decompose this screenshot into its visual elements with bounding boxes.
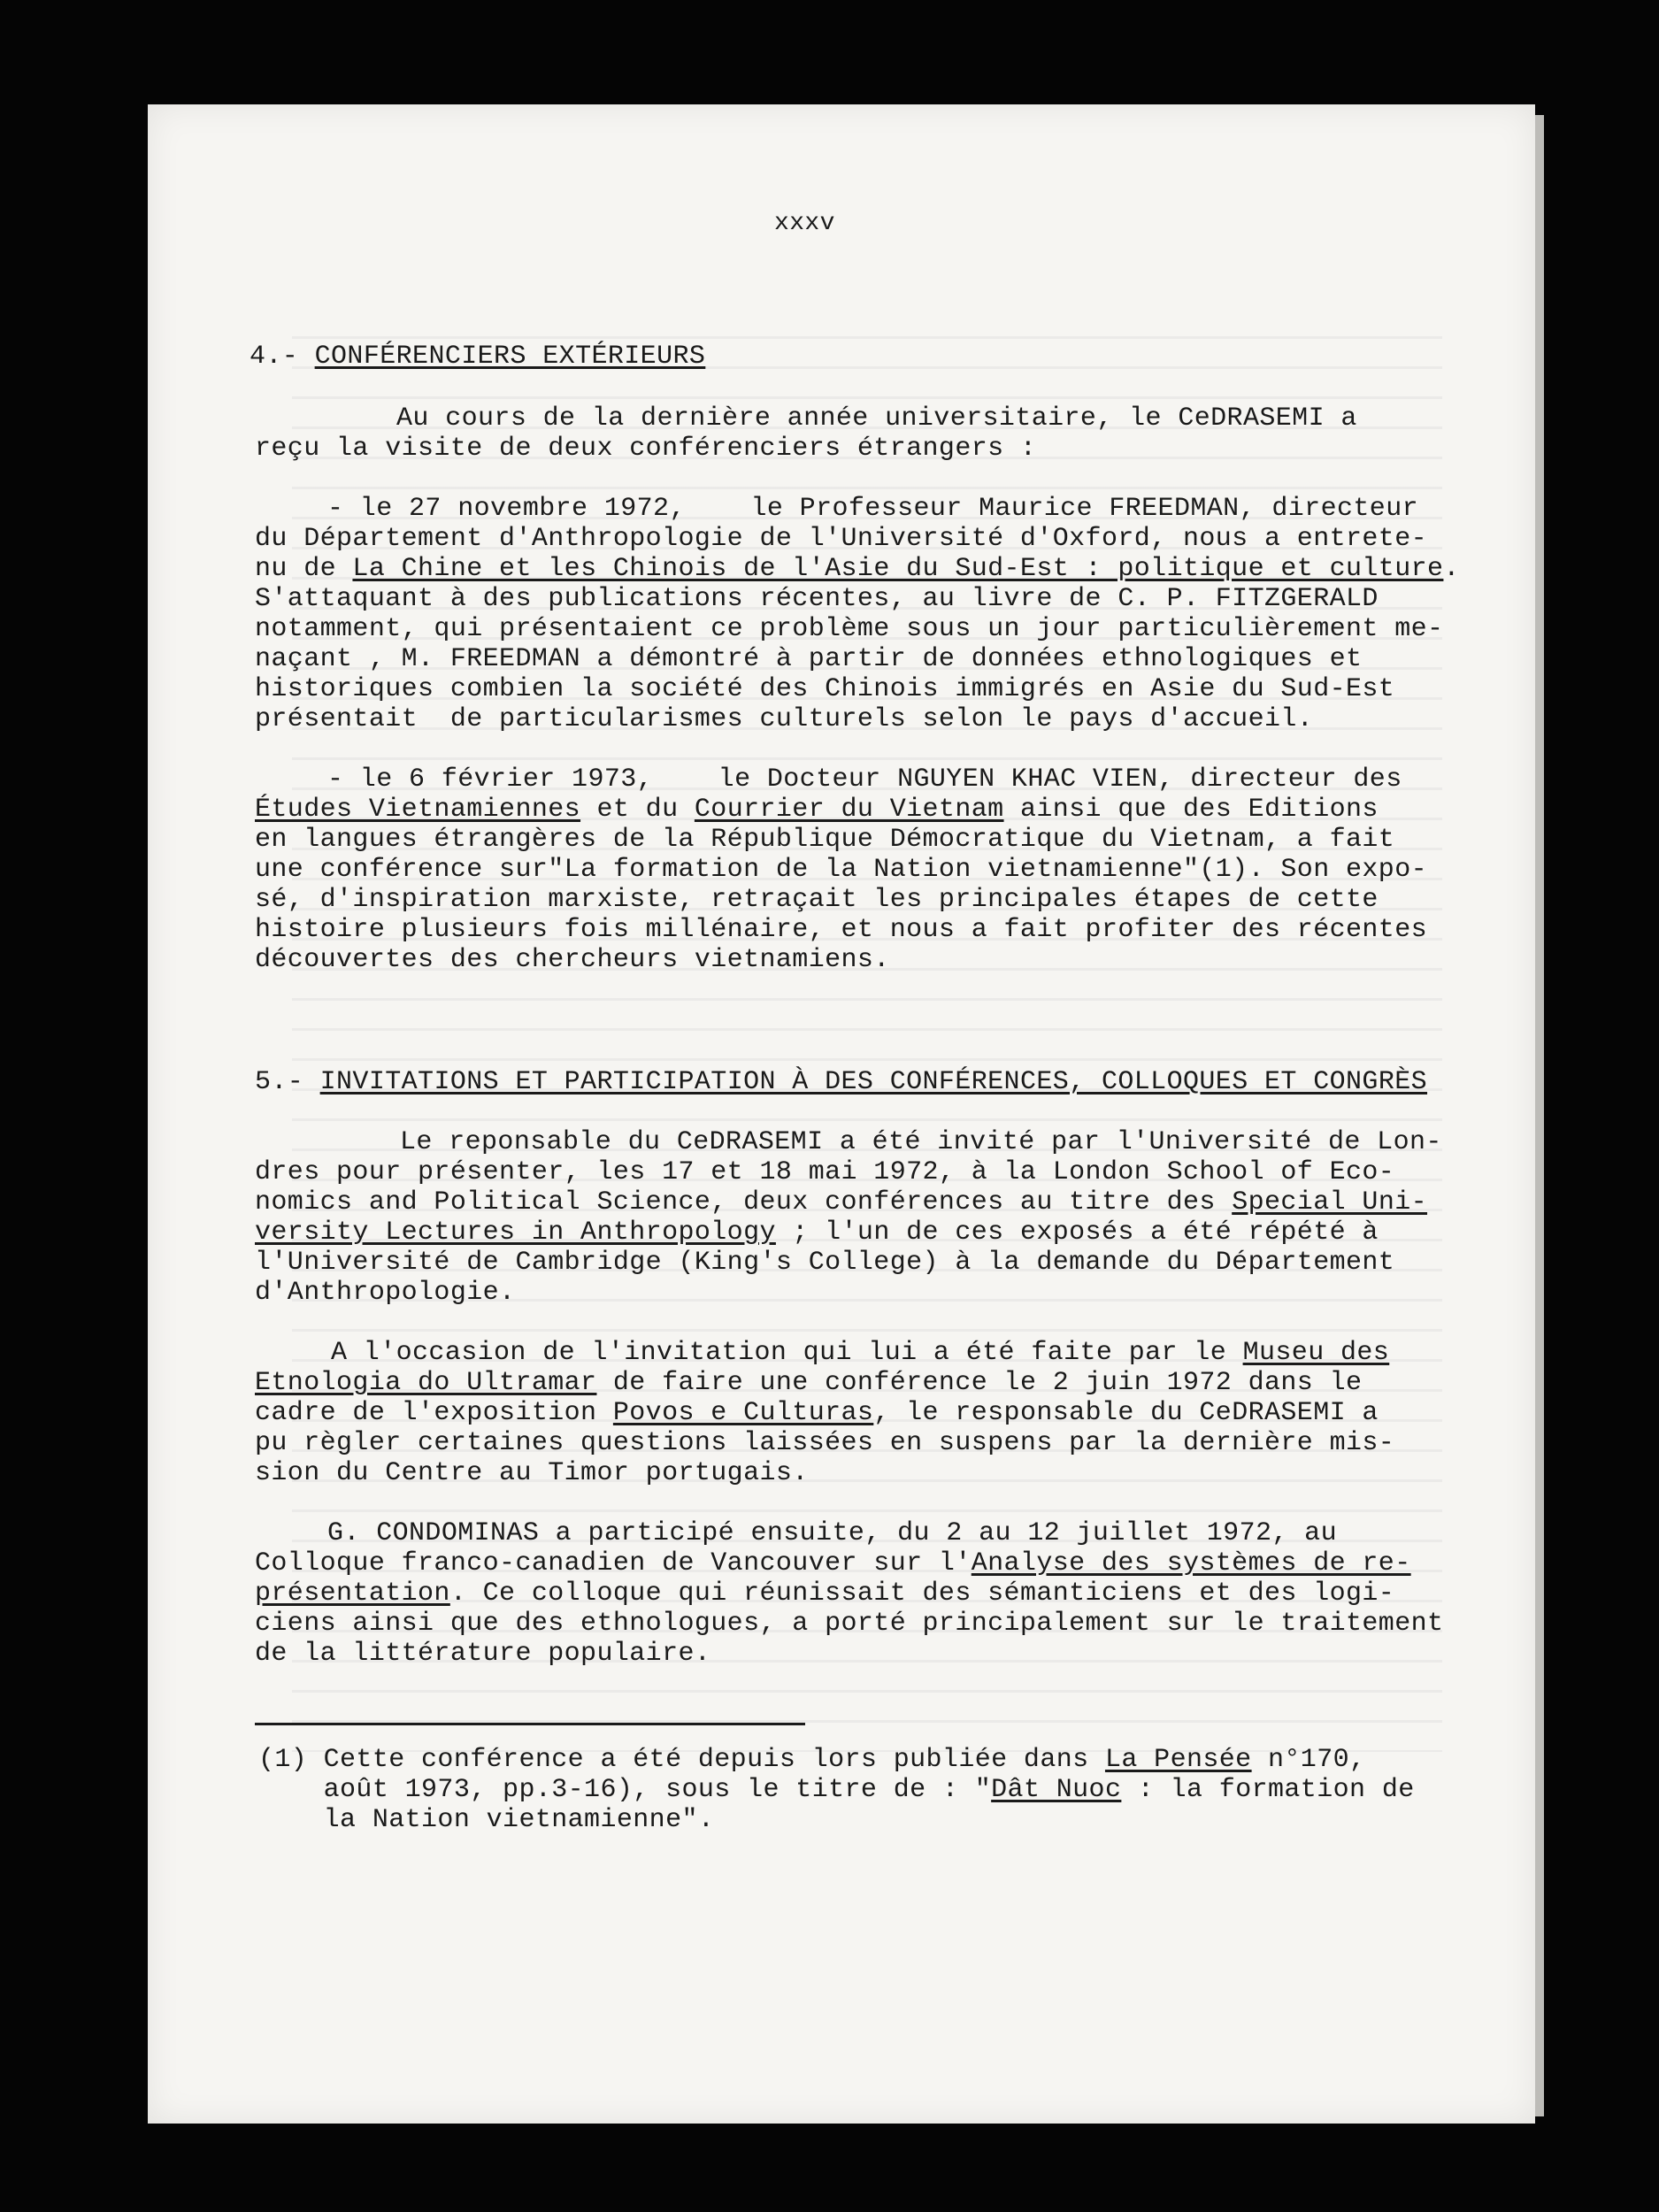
p2-line-2-suffix: ainsi que des Editions [1003,795,1379,825]
footnote-line-1-suffix: n°170, [1251,1745,1366,1775]
section-5-heading [255,1067,1427,1097]
footnote-line-2-suffix: : la formation de [1121,1775,1415,1805]
footnote-line-3: la Nation vietnamienne". [258,1805,715,1835]
section-5-number: 5.- [255,1067,320,1097]
p1-line-3-prefix: nu de [255,554,353,584]
section-5-p1-line-3 [255,1187,1427,1217]
special-university-lectures-part-2: versity Lectures in Anthropology [255,1217,776,1248]
s5-p3-line-2-prefix: Colloque franco-canadien de Vancouver sur l' [255,1548,972,1578]
section-5-p3-line-3 [255,1578,1394,1609]
s5-p2-line-1-prefix: A l'occasion de l'invitation qui lui a été faite par le [331,1338,1243,1368]
section-4-p1-line-1: - le 27 novembre 1972, le Professeur Maurice FREEDMAN, directeur [327,494,1418,524]
dat-nuoc: Dât Nuoc [991,1775,1122,1805]
section-5-p2-line-4: pu règler certaines questions laissées en suspens par la dernière mis- [255,1428,1395,1458]
section-4-intro-line-2: reçu la visite de deux conférenciers étrangers : [255,434,1037,464]
section-5-p1-line-6: d'Anthropologie. [255,1278,516,1308]
museu-des-part-1: Museu des [1242,1338,1390,1368]
s5-p1-line-4-suffix: ; l'un de ces exposés a été répété à [775,1217,1379,1248]
section-4-p1-line-7: historiques combien la société des Chinois immigrés en Asie du Sud-Est [255,674,1395,704]
freedman-lecture-title: La Chine et les Chinois de l'Asie du Sud-Est : politique et culture [352,554,1444,584]
s5-p2-line-2-suffix: de faire une conférence le 2 juin 1972 dans le [596,1368,1363,1398]
section-5-p2-line-5: sion du Centre au Timor portugais. [255,1458,809,1488]
footnote-line-1-prefix: (1) Cette conférence a été depuis lors publiée dans [258,1745,1105,1775]
section-5-p1-line-2: dres pour présenter, les 17 et 18 mai 1972, à la London School of Eco- [255,1157,1395,1187]
section-4-number: 4.- [250,342,315,372]
s5-p2-line-3-prefix: cadre de l'exposition [255,1398,613,1428]
section-5-title: INVITATIONS ET PARTICIPATION À DES CONFÉRENCES, COLLOQUES ET CONGRÈS [319,1067,1428,1097]
section-4-p1-line-3 [255,554,1460,584]
section-4-p1-line-8: présentait de particularismes culturels selon le pays d'accueil. [255,704,1314,734]
analyse-des-systemes-part-2: présentation [255,1578,450,1609]
section-4-p1-line-4: S'attaquant à des publications récentes, au livre de C. P. FITZGERALD [255,584,1379,614]
section-4-p1-line-6: naçant , M. FREEDMAN a démontré à partir de données ethnologiques et [255,644,1363,674]
s5-p1-line-3-prefix: nomics and Political Science, deux conférences au titre des [255,1187,1233,1217]
footnote-line-2 [258,1775,1415,1805]
section-4-heading [250,342,705,372]
section-4-p2-line-6: histoire plusieurs fois millénaire, et nous a fait profiter des récentes [255,915,1428,945]
p2-line-2-connector: et du [580,795,695,825]
la-pensee: La Pensée [1104,1745,1252,1775]
section-4-p2-line-7: découvertes des chercheurs vietnamiens. [255,945,890,975]
section-5-p3-line-2 [255,1548,1411,1578]
section-5-p1-line-4 [255,1217,1379,1248]
section-4-intro-line-1: Au cours de la dernière année universitaire, le CeDRASEMI a [396,403,1357,434]
page-number: xxxv [774,210,835,237]
etnologia-do-ultramar: Etnologia do Ultramar [255,1368,597,1398]
special-university-lectures-part-1: Special Uni- [1232,1187,1428,1217]
section-4-p2-line-4: une conférence sur"La formation de la Nation vietnamienne"(1). Son expo- [255,855,1428,885]
section-4-p1-line-2: du Département d'Anthropologie de l'Université d'Oxford, nous a entrete- [255,524,1428,554]
section-4-p2-line-1: - le 6 février 1973, le Docteur NGUYEN KHAC VIEN, directeur des [327,764,1402,795]
section-5-p1-line-5: l'Université de Cambridge (King's College) à la demande du Département [255,1248,1395,1278]
section-5-p3-line-1: G. CONDOMINAS a participé ensuite, du 2 au 12 juillet 1972, au [327,1518,1337,1548]
povos-e-culturas: Povos e Culturas [612,1398,874,1428]
s5-p2-line-3-suffix: , le responsable du CeDRASEMI a [873,1398,1379,1428]
section-4-title: CONFÉRENCIERS EXTÉRIEURS [314,342,706,372]
footnote-line-2-prefix: août 1973, pp.3-16), sous le titre de : " [258,1775,992,1805]
section-5-p2-line-2 [255,1368,1362,1398]
sheet-edge [1535,115,1544,2116]
etudes-vietnamiennes: Études Vietnamiennes [255,795,581,825]
footnote-line-1 [258,1745,1365,1775]
section-5-p3-line-4: ciens ainsi que des ethnologues, a porté principalement sur le traitement [255,1609,1444,1639]
section-4-p1-line-5: notamment, qui présentaient ce problème sous un jour particulièrement me- [255,614,1444,644]
s5-p3-line-3-suffix: . Ce colloque qui réunissait des sémanticiens et des logi- [449,1578,1395,1609]
section-4-p2-line-5: sé, d'inspiration marxiste, retraçait les principales étapes de cette [255,885,1379,915]
footnote-rule [255,1723,805,1725]
analyse-des-systemes-part-1: Analyse des systèmes de re- [971,1548,1411,1578]
section-5-p2-line-1 [331,1338,1389,1368]
courrier-du-vietnam: Courrier du Vietnam [694,795,1004,825]
p1-line-3-suffix: . [1443,554,1460,584]
section-4-p2-line-3: en langues étrangères de la République Démocratique du Vietnam, a fait [255,825,1395,855]
section-5-p3-line-5: de la littérature populaire. [255,1639,711,1669]
section-5-p2-line-3 [255,1398,1379,1428]
section-4-p2-line-2 [255,795,1379,825]
section-5-p1-line-1: Le reponsable du CeDRASEMI a été invité par l'Université de Lon- [400,1127,1442,1157]
